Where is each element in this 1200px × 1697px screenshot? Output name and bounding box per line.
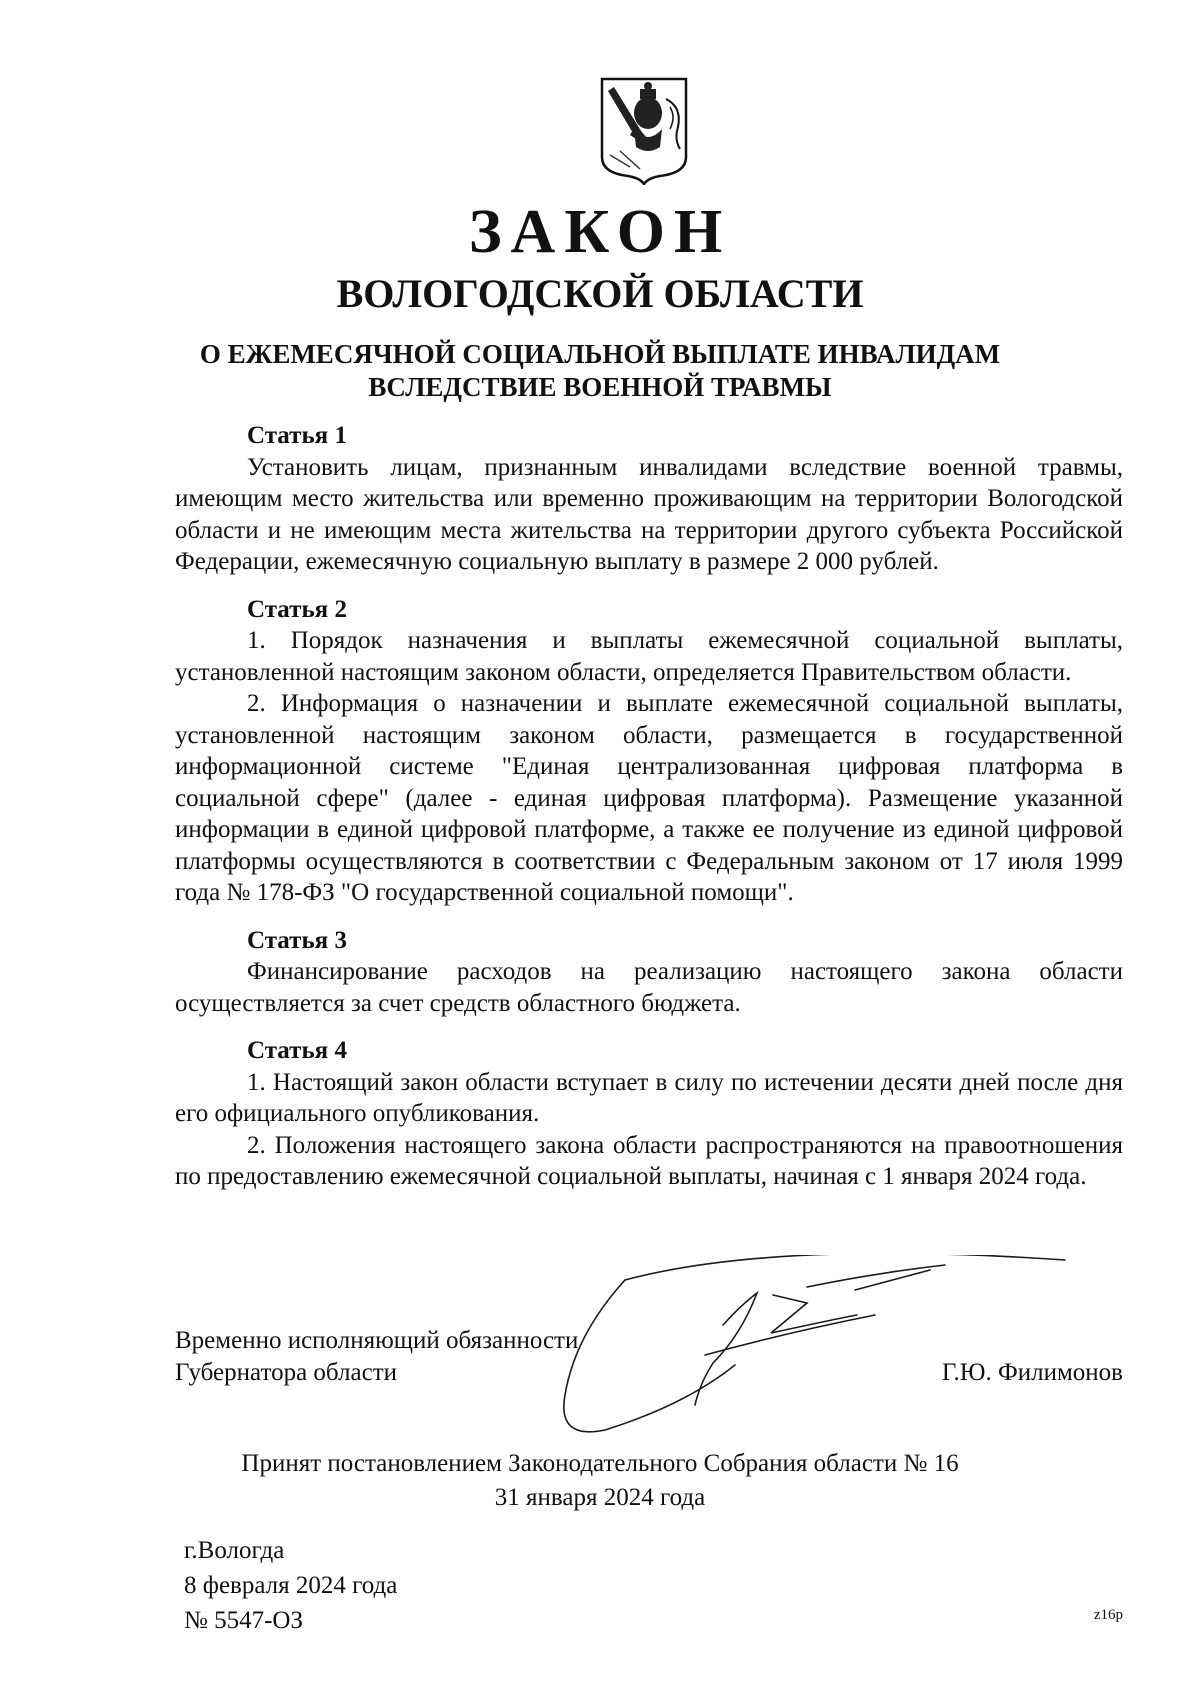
article-heading: Статья 4 — [247, 1037, 347, 1064]
law-title — [0, 338, 1200, 404]
article-3 — [175, 925, 1123, 1020]
document-code: z16p — [1093, 1607, 1123, 1623]
city: г.Вологда — [184, 1537, 285, 1564]
handwritten-signature — [545, 1255, 1085, 1445]
position-line-2: Губернатора области — [175, 1359, 397, 1386]
article-paragraph: 1. Порядок назначения и выплаты ежемесячной социальной выплаты, установленной настоящим законом области, определяется Правительством области. — [175, 627, 1123, 686]
article-paragraph: 2. Положения настоящего закона области распространяются на правоотношения по предоставлению ежемесячной социальной выплаты, начиная с 1 января 2024 года. — [175, 1131, 1123, 1190]
article-heading: Статья 2 — [247, 595, 347, 623]
coat-of-arms-icon — [600, 77, 688, 185]
law-title-line-1: О ЕЖЕМЕСЯЧНОЙ СОЦИАЛЬНОЙ ВЫПЛАТЕ ИНВАЛИДАМ — [199, 339, 1001, 369]
document-subtitle: ВОЛОГОДСКОЙ ОБЛАСТИ — [336, 271, 864, 316]
article-paragraph: 1. Настоящий закон области вступает в силу по истечении десяти дней после дня его официального опубликования. — [175, 1068, 1123, 1127]
place-date-number — [184, 1533, 397, 1638]
adoption-info — [0, 1447, 1200, 1515]
signing-date: 8 февраля 2024 года — [184, 1572, 398, 1599]
signatory-name: Г.Ю. Филимонов — [941, 1359, 1123, 1386]
law-body — [175, 420, 1123, 1209]
adoption-line-1: Принят постановлением Законодательного Собрания области № 16 — [241, 1450, 959, 1477]
article-paragraph: Финансирование расходов на реализацию настоящего закона области осуществляется за счет средств областного бюджета. — [175, 958, 1123, 1017]
article-heading: Статья 1 — [247, 422, 347, 449]
signatory-position — [175, 1325, 578, 1389]
document-title: ЗАКОН — [468, 198, 732, 266]
article-heading: Статья 3 — [247, 926, 347, 954]
article-2 — [175, 594, 1123, 909]
article-4 — [175, 1035, 1123, 1193]
article-paragraph: Установить лицам, признанным инвалидами вследствие военной травмы, имеющим место жительства или временно проживающим на территории Вологодской области и не имеющим места жительства на территории другого субъекта Российской Федерации, ежемесячную социальную выплату в размере 2 000 рублей. — [175, 453, 1123, 575]
law-number: № 5547-ОЗ — [184, 1607, 304, 1634]
article-paragraph: 2. Информация о назначении и выплате ежемесячной социальной выплаты, установленной настоящим законом области, размещается в государственной информационной системе "Единая централизованная цифровая платформа в социальной сфере" (далее - единая цифровая платформа). Размещение указанной информации в единой цифровой платформе, а также ее получение из единой цифровой платформы осуществляются в соответствии с Федеральным законом от 17 июля 1999 года № 178-ФЗ "О государственной социальной помощи". — [175, 690, 1123, 906]
law-title-line-2: ВСЛЕДСТВИЕ ВОЕННОЙ ТРАВМЫ — [368, 372, 832, 402]
position-line-1: Временно исполняющий обязанности — [175, 1327, 579, 1354]
article-1 — [175, 420, 1123, 578]
adoption-line-2: 31 января 2024 года — [494, 1484, 706, 1511]
